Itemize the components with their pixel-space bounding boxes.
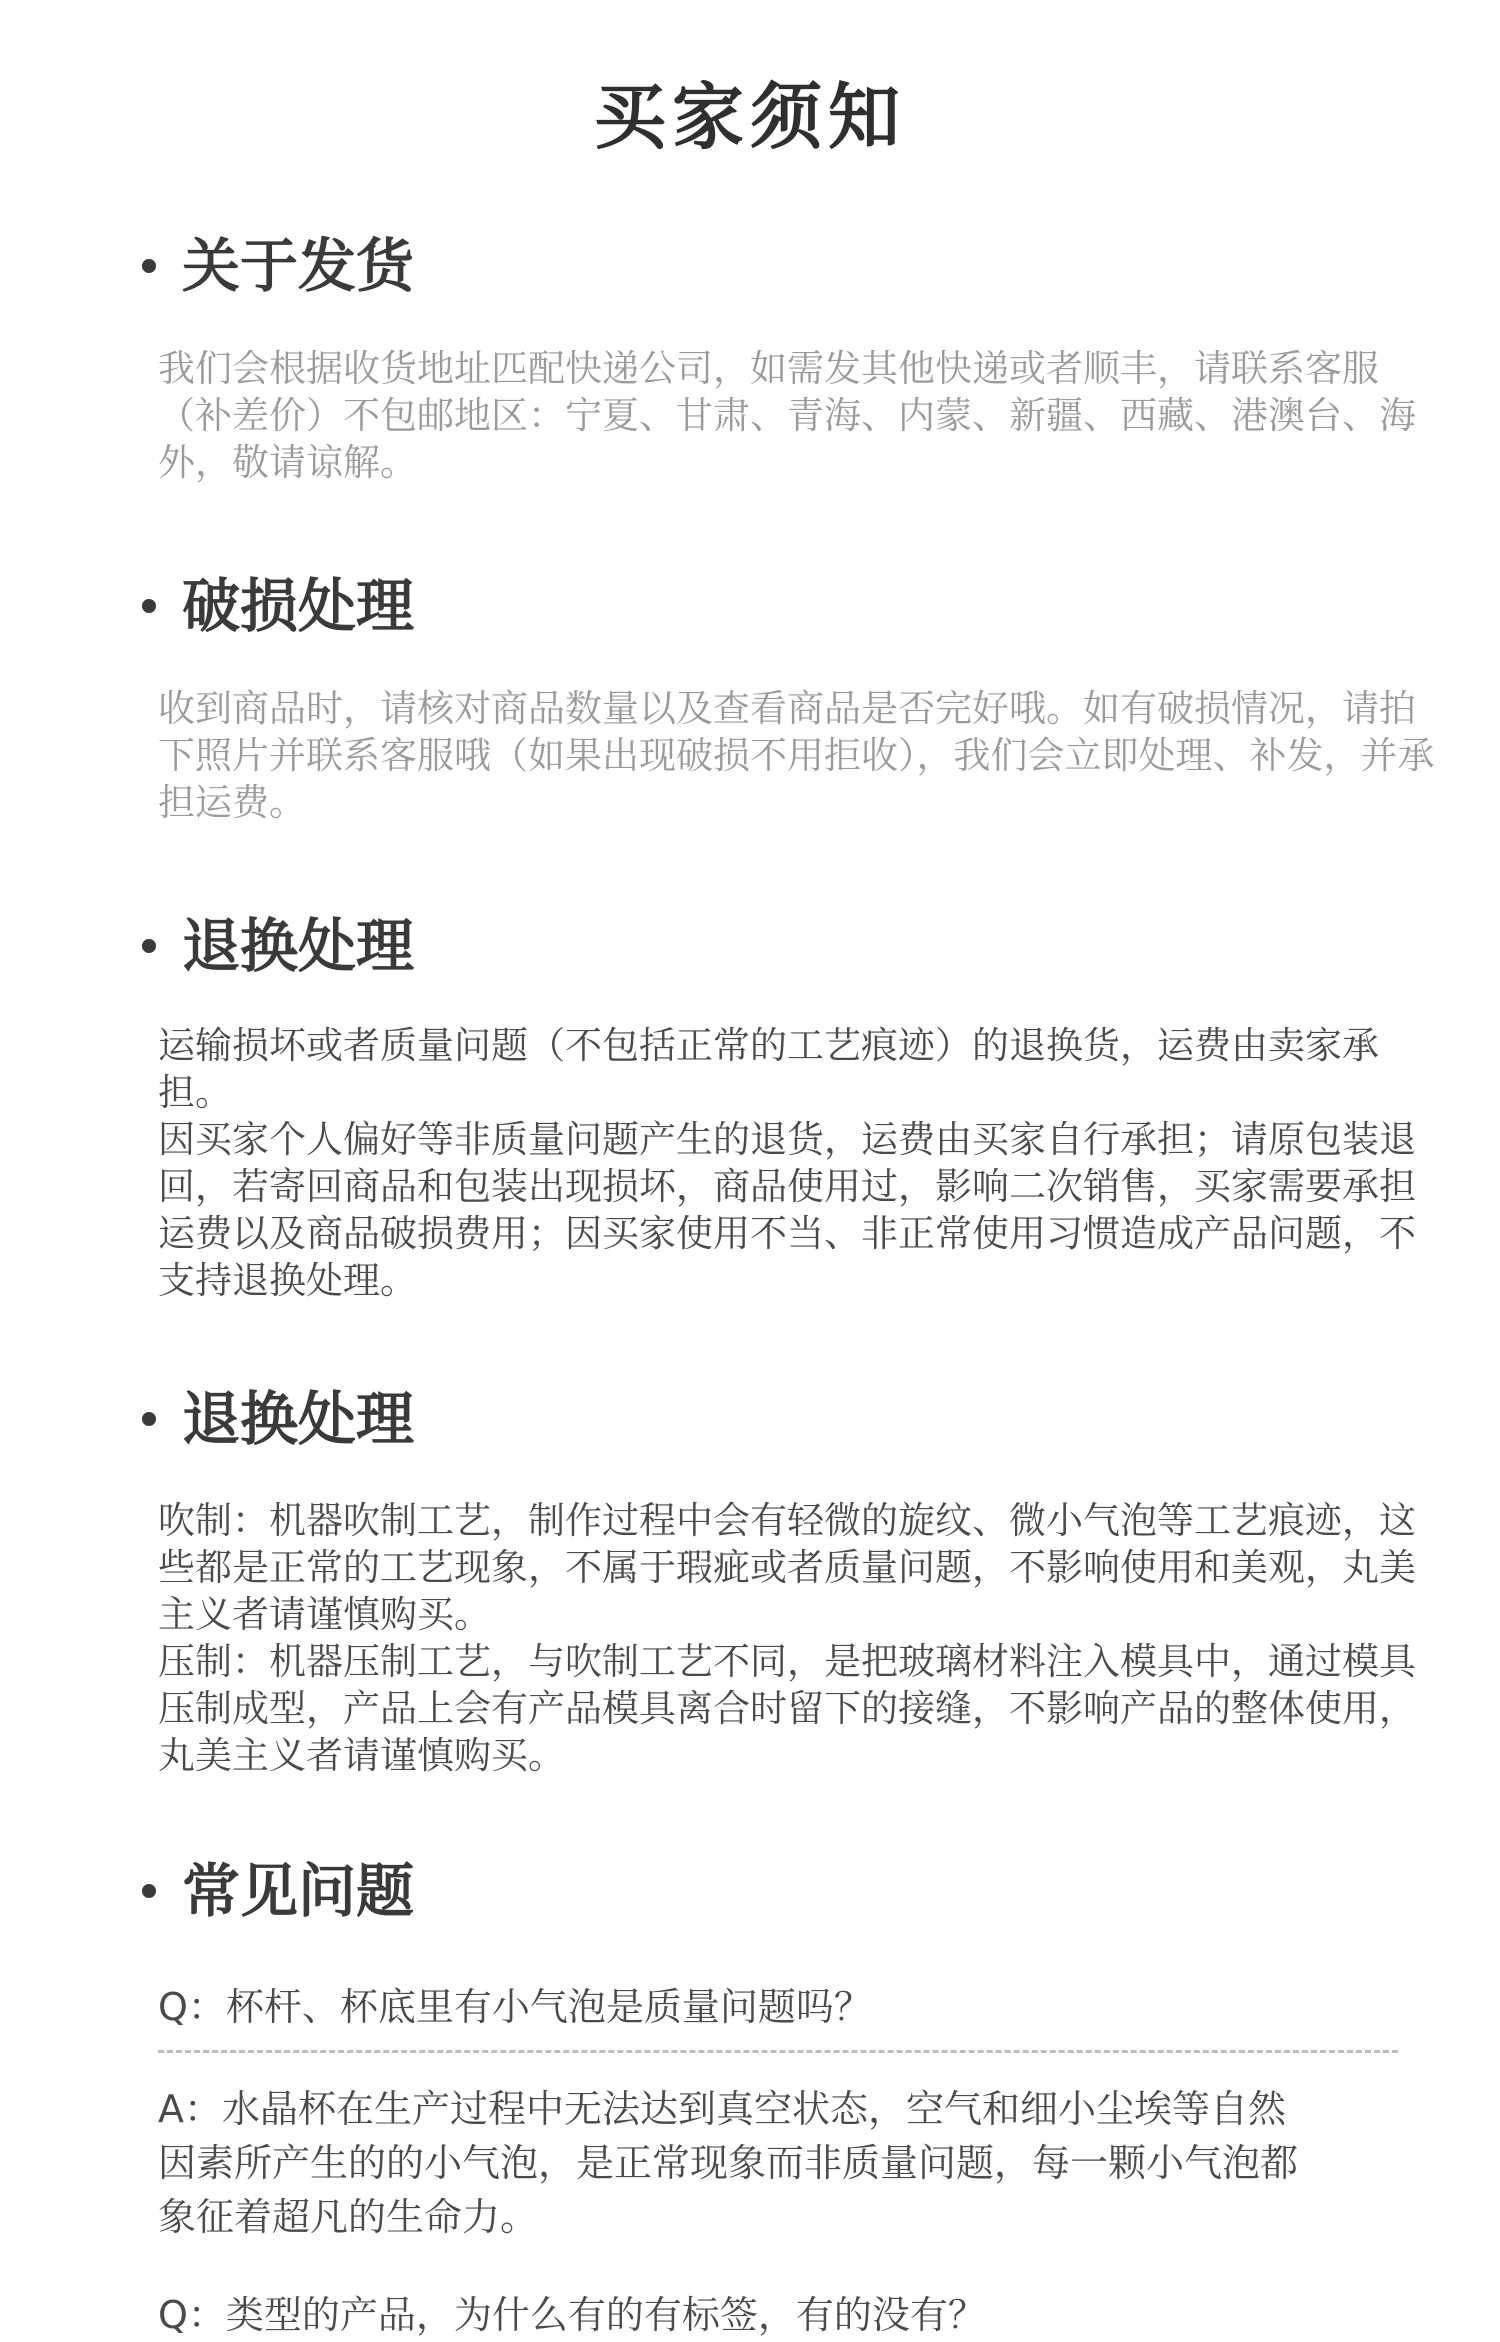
returns-paragraph-2: 因买家个人偏好等非质量问题产生的退货，运费由买家自行承担；请原包装退回，若寄回商品和包装出现损坏，商品使用过，影响二次销售，买家需要承担运费以及商品破损费用；因买家使用不当、非正常使用习惯造成产品问题，不支持退换处理。	[158, 1118, 1416, 1302]
bullet-icon	[142, 259, 156, 273]
bullet-icon	[142, 599, 156, 613]
damage-paragraph: 收到商品时，请核对商品数量以及查看商品是否完好哦。如有破损情况，请拍下照片并联系客服哦（如果出现破损不用拒收），我们会立即处理、补发，并承担运费。	[158, 687, 1435, 824]
section-heading-faq	[142, 1855, 414, 1927]
page-title: 买家须知	[593, 75, 906, 159]
section-heading-label: 破损处理	[182, 572, 415, 640]
section-heading-label: 退换处理	[182, 912, 415, 980]
section-heading-shipping	[142, 230, 414, 302]
shipping-paragraph: 我们会根据收货地址匹配快递公司，如需发其他快递或者顺丰，请联系客服（补差价）不包邮地区：宁夏、甘肃、青海、内蒙、新疆、西藏、港澳台、海外，敬请谅解。	[158, 347, 1416, 484]
section-heading-label: 退换处理	[182, 1385, 415, 1453]
section-heading-craft	[142, 1383, 414, 1455]
section-heading-returns	[142, 910, 414, 982]
returns-paragraph-1: 运输损坏或者质量问题（不包括正常的工艺痕迹）的退换货，运费由卖家承担。	[158, 1024, 1379, 1114]
bullet-icon	[142, 1412, 156, 1426]
faq-next-question: Q：类型的产品，为什么有的有标签，有的没有？	[158, 2293, 986, 2337]
faq-question: Q：杯杆、杯底里有小气泡是质量问题吗？	[158, 1985, 872, 2029]
craft-blown-paragraph: 吹制：机器吹制工艺，制作过程中会有轻微的旋纹、微小气泡等工艺痕迹，这些都是正常的工艺现象，不属于瑕疵或者质量问题，不影响使用和美观，丸美主义者请谨慎购买。	[158, 1499, 1416, 1636]
faq-divider	[158, 2050, 1398, 2053]
section-heading-label: 常见问题	[182, 1857, 415, 1925]
section-heading-label: 关于发货	[182, 232, 415, 300]
craft-pressed-paragraph: 压制：机器压制工艺，与吹制工艺不同，是把玻璃材料注入模具中，通过模具压制成型，产品上会有产品模具离合时留下的接缝，不影响产品的整体使用，丸美主义者请谨慎购买。	[158, 1640, 1416, 1777]
bullet-icon	[142, 1884, 156, 1898]
section-heading-damage	[142, 570, 414, 642]
bullet-icon	[142, 939, 156, 953]
faq-answer: A：水晶杯在生产过程中无法达到真空状态，空气和细小尘埃等自然因素所产生的的小气泡，是正常现象而非质量问题，每一颗小气泡都象征着超凡的生命力。	[158, 2087, 1299, 2239]
